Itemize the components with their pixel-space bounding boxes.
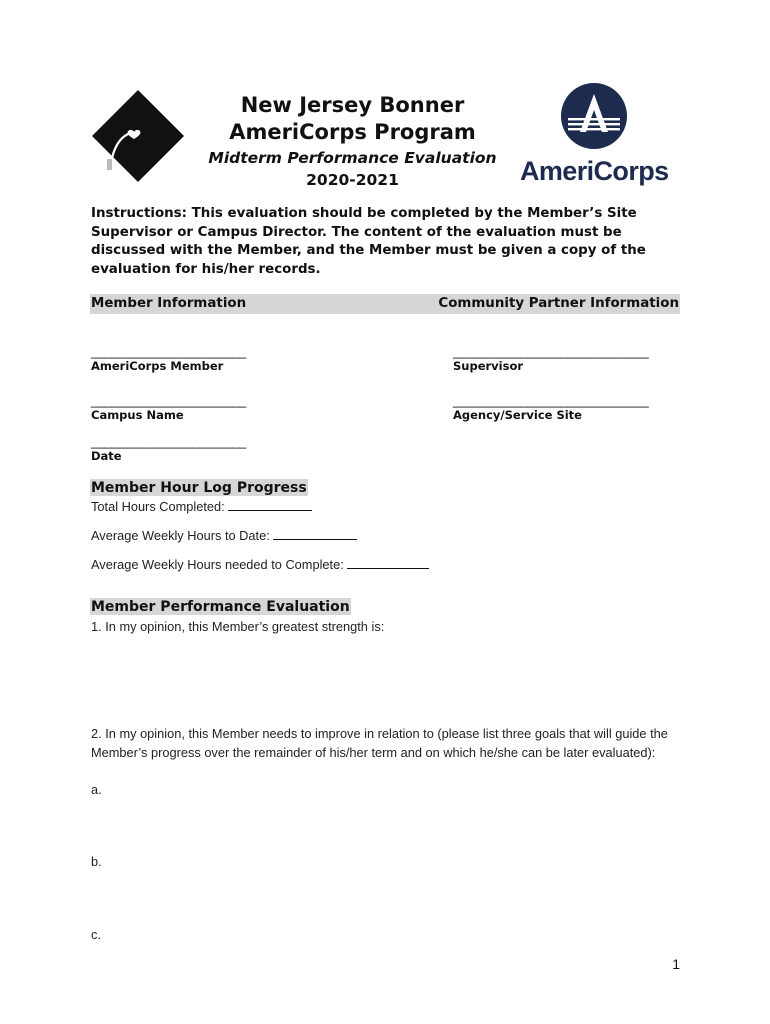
americorps-member-label: AmeriCorps Member [91, 359, 224, 373]
americorps-wordmark: AmeriCorps [520, 156, 669, 186]
question-1: 1. In my opinion, this Member’s greatest strength is: [91, 619, 385, 634]
avg-weekly-hours-label: Average Weekly Hours to Date: [91, 528, 270, 543]
performance-heading: Member Performance Evaluation [91, 599, 350, 615]
date-label: Date [91, 449, 122, 463]
goal-a-answer-area[interactable] [91, 800, 681, 850]
agency-service-site-field[interactable]: _____________________________ [453, 393, 649, 408]
total-hours-field[interactable] [228, 498, 312, 511]
community-partner-heading: Community Partner Information [438, 296, 679, 311]
total-hours-label: Total Hours Completed: [91, 499, 225, 514]
avg-weekly-hours-row [91, 526, 357, 545]
program-title-line2: AmeriCorps Program [229, 120, 476, 144]
member-information-heading: Member Information [91, 296, 247, 311]
supervisor-label: Supervisor [453, 359, 524, 373]
page-number: 1 [672, 956, 680, 972]
hour-log-heading: Member Hour Log Progress [91, 480, 307, 496]
avg-weekly-hours-field[interactable] [273, 527, 357, 540]
program-year: 2020-2021 [306, 171, 399, 189]
program-title-line1: New Jersey Bonner [240, 93, 465, 117]
question-2: 2. In my opinion, this Member needs to improve in relation to (please list three goals that will guide the Member’s progress over the remainder of his/her term and on which he/she can be later evaluated): [91, 726, 668, 760]
hours-needed-label: Average Weekly Hours needed to Complete: [91, 557, 344, 572]
instructions-text: Instructions: This evaluation should be completed by the Member’s Site Supervisor or Campus Director. The content of the evaluation must be discussed with the Member, and the Member must be given a copy of the evaluation for his/her records. [91, 206, 646, 277]
goal-b-label: b. [91, 854, 102, 869]
americorps-member-field[interactable]: _______________________ [91, 344, 246, 359]
hours-needed-row [91, 555, 429, 574]
goal-b-answer-area[interactable] [91, 872, 681, 922]
supervisor-field[interactable]: _____________________________ [453, 344, 649, 359]
total-hours-row [91, 497, 312, 516]
document-subtitle: Midterm Performance Evaluation [208, 149, 497, 167]
question-1-answer-area[interactable] [91, 640, 681, 715]
document-header [200, 92, 505, 191]
hours-needed-field[interactable] [347, 556, 429, 569]
agency-service-site-label: Agency/Service Site [453, 408, 582, 422]
goal-c-label: c. [91, 927, 101, 942]
campus-name-field[interactable]: _______________________ [91, 393, 246, 408]
campus-name-label: Campus Name [91, 408, 184, 422]
bonner-diamond-logo [90, 88, 186, 184]
goal-a-label: a. [91, 782, 102, 797]
date-field[interactable]: _______________________ [91, 434, 246, 449]
goal-c-answer-area[interactable] [91, 945, 651, 995]
